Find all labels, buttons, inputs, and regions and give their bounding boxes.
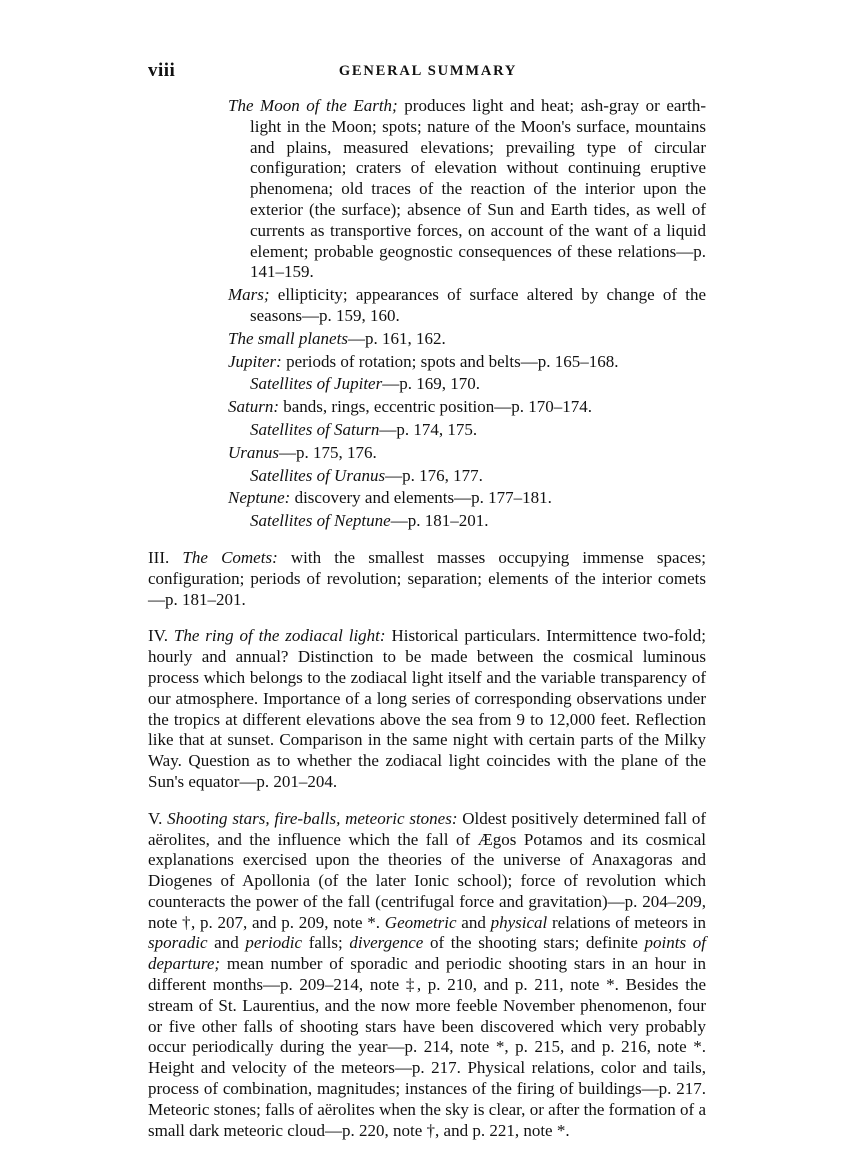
entry-jupiter-text: periods of rotation; spots and belts—p. 165–168.: [281, 351, 619, 371]
term-sporadic: sporadic: [148, 933, 208, 953]
entry-mars: [228, 285, 706, 327]
entry-neptune: [228, 488, 706, 509]
term-points-of-departure: points of departure;: [148, 933, 706, 974]
section-comets: [148, 548, 706, 610]
entry-saturn-title: Saturn:: [228, 397, 279, 417]
entry-jupiter: [228, 352, 706, 373]
term-geometric: Geometric: [384, 912, 457, 932]
entry-saturn-satellites: [228, 420, 706, 441]
entry-saturn-text: bands, rings, eccentric position—p. 170–174.: [279, 397, 593, 417]
section-zodiacal-numeral: IV.: [148, 626, 168, 646]
entry-jupiter-satellites-text: —p. 169, 170.: [382, 374, 480, 394]
entry-neptune-satellites-text: —p. 181–201.: [390, 511, 489, 531]
page-header: [148, 60, 708, 84]
section-shooting-and2: and: [207, 933, 246, 953]
entry-neptune-title: Neptune:: [228, 488, 291, 508]
term-periodic: periodic: [245, 933, 303, 953]
section-zodiacal-title: The ring of the zodiacal light:: [173, 626, 386, 646]
section-comets-title: The Comets:: [182, 547, 278, 567]
entry-uranus: [228, 443, 706, 464]
entry-neptune-text: discovery and elements—p. 177–181.: [290, 488, 552, 508]
entry-mars-title: Mars;: [228, 285, 270, 305]
entry-neptune-satellites-title: Satellites of Neptune: [250, 511, 391, 531]
entry-uranus-title: Uranus: [228, 442, 280, 462]
section-comets-numeral: III.: [148, 547, 170, 567]
entry-moon-title: The Moon of the Earth;: [228, 96, 398, 115]
entry-uranus-text: —p. 175, 176.: [279, 442, 377, 462]
entry-saturn: [228, 397, 706, 418]
term-physical: physical: [490, 912, 548, 932]
term-divergence: divergence: [349, 933, 424, 953]
entry-uranus-satellites-text: —p. 176, 177.: [385, 465, 483, 485]
entry-neptune-satellites: [228, 511, 706, 532]
section-shooting-title: Shooting stars, fire-balls, meteoric stones:: [167, 808, 458, 828]
page-number: viii: [148, 60, 176, 81]
entry-uranus-satellites-title: Satellites of Uranus: [250, 465, 386, 485]
section-shooting-and1: and: [456, 912, 491, 932]
entry-jupiter-title: Jupiter:: [228, 351, 282, 371]
section-shooting-text3: falls;: [302, 933, 350, 953]
section-shooting-text4: of the shooting stars; definite: [423, 933, 645, 953]
summary-text: [148, 96, 706, 1141]
entry-small-planets-text: —p. 161, 162.: [347, 328, 446, 348]
section-shooting-stars: [148, 809, 706, 1142]
entry-mars-text: ellipticity; appearances of surface altered by change of the seasons—p. 159, 160.: [250, 285, 706, 325]
planets-list: [148, 96, 706, 532]
section-zodiacal-light: [148, 626, 706, 792]
section-shooting-text1: Oldest positively determined fall of aërolites, and the influence which the fall of Ægos Potamos and its cosmical explanations exercised upon the theories of the universe of Anaxagoras and Diogenes of Apollonia (of the later Ionic school); force of revolution which counteracts the power of the fall (centrifugal force and gravitation)—p. 204–209, note †, p. 207, and p. 209, note *.: [148, 808, 707, 932]
entry-moon: [228, 96, 706, 283]
section-shooting-text2: relations of meteors in: [547, 912, 706, 932]
entry-moon-text: produces light and heat; ash-gray or earth-light in the Moon; spots; nature of the Moon's surface, mountains and plains, measured elevations; prevailing type of circular configuration; craters of elevation without continuing eruptive phenomena; old traces of the reaction of the interior upon the exterior (the surface); absence of Sun and Earth tides, as well of currents as transportive forces, on account of the want of a liquid element; probable geognostic consequences of these relations—p. 141–159.: [250, 96, 706, 282]
section-shooting-text5: mean number of sporadic and periodic shooting stars in an hour in different months—p. 209–214, note ‡, p. 210, and p. 211, note *. Besides the stream of St. Laurentius, and the now more feeble November phenomenon, four or five other falls of shooting stars have been discovered which very probably occur periodically during the year—p. 214, note *, p. 215, and p. 216, note *. Height and velocity of the meteors—p. 217. Physical relations, color and tails, process of combination, magnitudes; instances of the firing of buildings—p. 217. Meteoric stones; falls of aërolites when the sky is clear, or after the formation of a small dark meteoric cloud—p. 220, note †, and p. 221, note *.: [148, 954, 706, 1140]
section-comets-text: with the smallest masses occupying immense spaces; configuration; periods of revolution; separation; elements of the interior comets—p. 181–201.: [148, 547, 707, 609]
entry-jupiter-satellites-title: Satellites of Jupiter: [250, 374, 383, 394]
entry-saturn-satellites-title: Satellites of Saturn: [250, 419, 380, 439]
running-head: GENERAL SUMMARY: [338, 63, 518, 79]
entry-saturn-satellites-text: —p. 174, 175.: [379, 419, 478, 439]
section-shooting-numeral: V.: [148, 808, 163, 828]
entry-small-planets-title: The small planets: [228, 328, 348, 348]
entry-small-planets: [228, 329, 706, 350]
entry-jupiter-satellites: [228, 374, 706, 395]
entry-uranus-satellites: [228, 466, 706, 487]
section-zodiacal-text: Historical particulars. Intermittence two-fold; hourly and annual? Distinction to be made between the cosmical luminous process which belongs to the zodiacal light itself and the variable transparency of our atmosphere. Importance of a long series of corresponding observations under the tropics at different elevations above the sea from 9 to 12,000 feet. Reflection like that at sunset. Comparison in the same night with certain parts of the Milky Way. Question as to whether the zodiacal light coincides with the plane of the Sun's equator—p. 201–204.: [148, 626, 707, 791]
